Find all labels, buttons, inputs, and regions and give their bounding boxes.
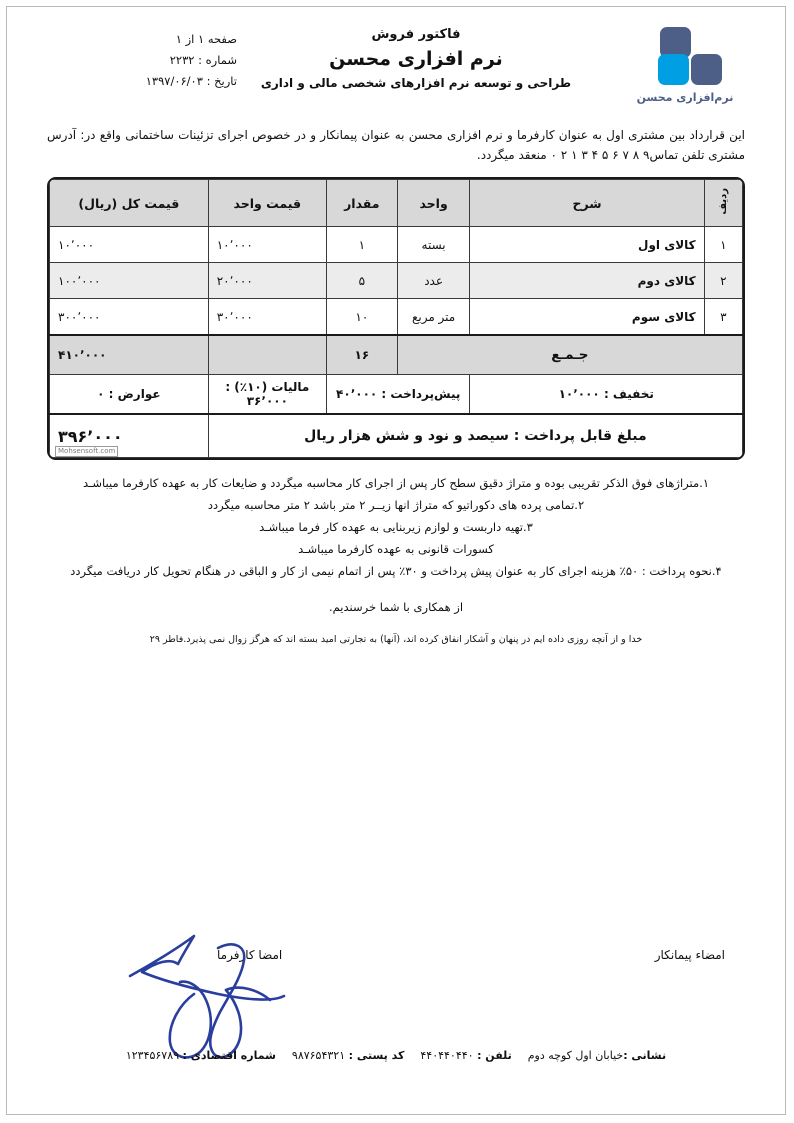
sum-quantity: ۱۶ [326, 335, 397, 375]
cell-total: ۱۰۰٬۰۰۰ [50, 263, 209, 299]
cell-description: کالای دوم [470, 263, 704, 299]
footer-economic-value: ۱۲۳۴۵۶۷۸۹ [125, 1049, 180, 1062]
footer-contact-line [47, 1049, 745, 1062]
invoice-items-table [49, 179, 743, 458]
cell-row-number: ۳ [704, 299, 742, 336]
title-block [237, 25, 625, 90]
quran-verse: خدا و از آنچه روزی داده ایم در پنهان و آشکار انفاق کرده اند، (آنها) به تجارتی امید بسته اند که هرگز زوال نمی پذیرد.فاطر ۲۹ [149, 634, 643, 645]
note-item: ۱.متراژهای فوق الذکر تقریبی بوده و متراژ دقیق سطح کار پس از اجرای کار محاسبه میگردد و ضایعات کار به عهده کارفرما میباشـد [83, 476, 709, 490]
footer-postal-label: کد پستی : [348, 1049, 405, 1062]
page-indicator: صفحه ۱ از ۱ [175, 32, 237, 46]
note-item: ۳.تهیه داربست و لوازم زیربنایی به عهده کار فرما میباشـد [259, 520, 533, 534]
cell-total: ۳۰۰٬۰۰۰ [50, 299, 209, 336]
cell-quantity: ۵ [326, 263, 397, 299]
invoice-number: شماره : ۲۲۳۲ [169, 53, 237, 67]
sum-total: ۴۱۰٬۰۰۰ [50, 335, 209, 375]
company-logo [625, 25, 745, 104]
adjustment-prepayment: پیش‌پرداخت : ۴۰٬۰۰۰ [326, 375, 470, 415]
cell-unit: متر مربع [397, 299, 470, 336]
invoice-page [6, 6, 786, 1115]
header-unit: واحد [397, 180, 470, 227]
invoice-date: تاریخ : ۱۳۹۷/۰۶/۰۳ [145, 74, 237, 88]
document-header [47, 25, 745, 117]
adjustment-tax: مالیات (۱۰٪) : ۳۶٬۰۰۰ [208, 375, 326, 415]
cell-row-number: ۱ [704, 227, 742, 263]
employer-signature-label: امضا کارفرما [217, 948, 283, 962]
signature-labels-row [47, 948, 745, 962]
payable-label: مبلغ قابل پرداخت : سیصد و نود و شش هزار ریال [208, 414, 742, 458]
software-watermark: Mohsensoft.com [55, 446, 118, 457]
logo-wordmark: نرم‌افزاری محسن [636, 91, 734, 104]
footer-address-value: خیابان اول کوچه دوم [527, 1049, 624, 1062]
contractor-signature-label: امضاء پیمانکار [654, 948, 725, 962]
thanks-message: از همکاری با شما خرسندیم. [328, 600, 464, 614]
cell-row-number: ۲ [704, 263, 742, 299]
terms-notes [47, 472, 745, 618]
invoice-table-wrapper [47, 177, 745, 460]
invoice-content [7, 7, 785, 1114]
sum-label: جـمـع [397, 335, 742, 375]
cell-quantity: ۱ [326, 227, 397, 263]
cell-unit: بسته [397, 227, 470, 263]
cell-quantity: ۱۰ [326, 299, 397, 336]
table-row [50, 227, 743, 263]
footer-phone-value: ۴۴۰۴۴۰۴۴۰ [420, 1049, 474, 1062]
logo-mark-icon [646, 27, 724, 89]
signature-area [47, 948, 745, 1068]
header-row-number [704, 180, 742, 227]
cell-unit-price: ۳۰٬۰۰۰ [208, 299, 326, 336]
logo-square-blue [658, 54, 689, 85]
header-row-number-label: ردیف [717, 188, 729, 215]
table-payable-row [50, 414, 743, 458]
table-adjustments-row [50, 375, 743, 415]
document-kind: فاکتور فروش [371, 27, 461, 42]
footer-postal-value: ۹۸۷۶۵۴۳۲۱ [291, 1049, 346, 1062]
table-row [50, 263, 743, 299]
cell-description: کالای اول [470, 227, 704, 263]
table-row [50, 299, 743, 336]
company-tagline: طراحی و توسعه نرم افزارهای شخصی مالی و اداری [260, 76, 572, 90]
sum-spacer [208, 335, 326, 375]
table-header-row [50, 180, 743, 227]
company-name: نرم افزاری محسن [329, 48, 503, 70]
adjustment-duty: عوارض : ۰ [50, 375, 209, 415]
cell-unit-price: ۱۰٬۰۰۰ [208, 227, 326, 263]
header-unit-price: قیمت واحد [208, 180, 326, 227]
cell-description: کالای سوم [470, 299, 704, 336]
document-meta [47, 25, 237, 92]
header-description: شرح [470, 180, 704, 227]
payable-amount: ۳۹۶٬۰۰۰ [50, 414, 209, 458]
footer-address-label: نشانی : [623, 1049, 667, 1062]
header-quantity: مقدار [326, 180, 397, 227]
cell-total: ۱۰٬۰۰۰ [50, 227, 209, 263]
logo-square-right [691, 54, 722, 85]
note-item: کسورات قانونی به عهده کارفرما میباشـد [298, 542, 494, 556]
footer-phone-label: تلفن : [477, 1049, 512, 1062]
table-sum-row [50, 335, 743, 375]
note-item: ۴.نحوه پرداخت : ۵۰٪ هزینه اجرای کار به عنوان پیش پرداخت و ۳۰٪ پس از اتمام نیمی از کار و الباقی در هنگام تحویل کار دریافت میگردد [70, 564, 722, 578]
cell-unit: عدد [397, 263, 470, 299]
contract-paragraph: این قرارداد بین مشتری اول به عنوان کارفرما و نرم افزاری محسن به عنوان پیمانکار و در خصوص اجرای تزئینات ساختمانی واقع در: آدرس مشتری تلفن تماس۹ ۸ ۷ ۶ ۵ ۴ ۳ ۱ ۲ ۰ منعقد میگردد. [47, 128, 745, 162]
header-total-price: قیمت کل (ریال) [50, 180, 209, 227]
adjustment-discount: تخفیف : ۱۰٬۰۰۰ [470, 375, 743, 415]
footer-economic-label: شماره اقتصادی : [182, 1049, 276, 1062]
cell-unit-price: ۲۰٬۰۰۰ [208, 263, 326, 299]
note-item: ۲.تمامی پرده های دکوراتیو که متراژ انها زیــر ۲ متر باشد ۲ متر محاسبه میگردد [207, 498, 585, 512]
